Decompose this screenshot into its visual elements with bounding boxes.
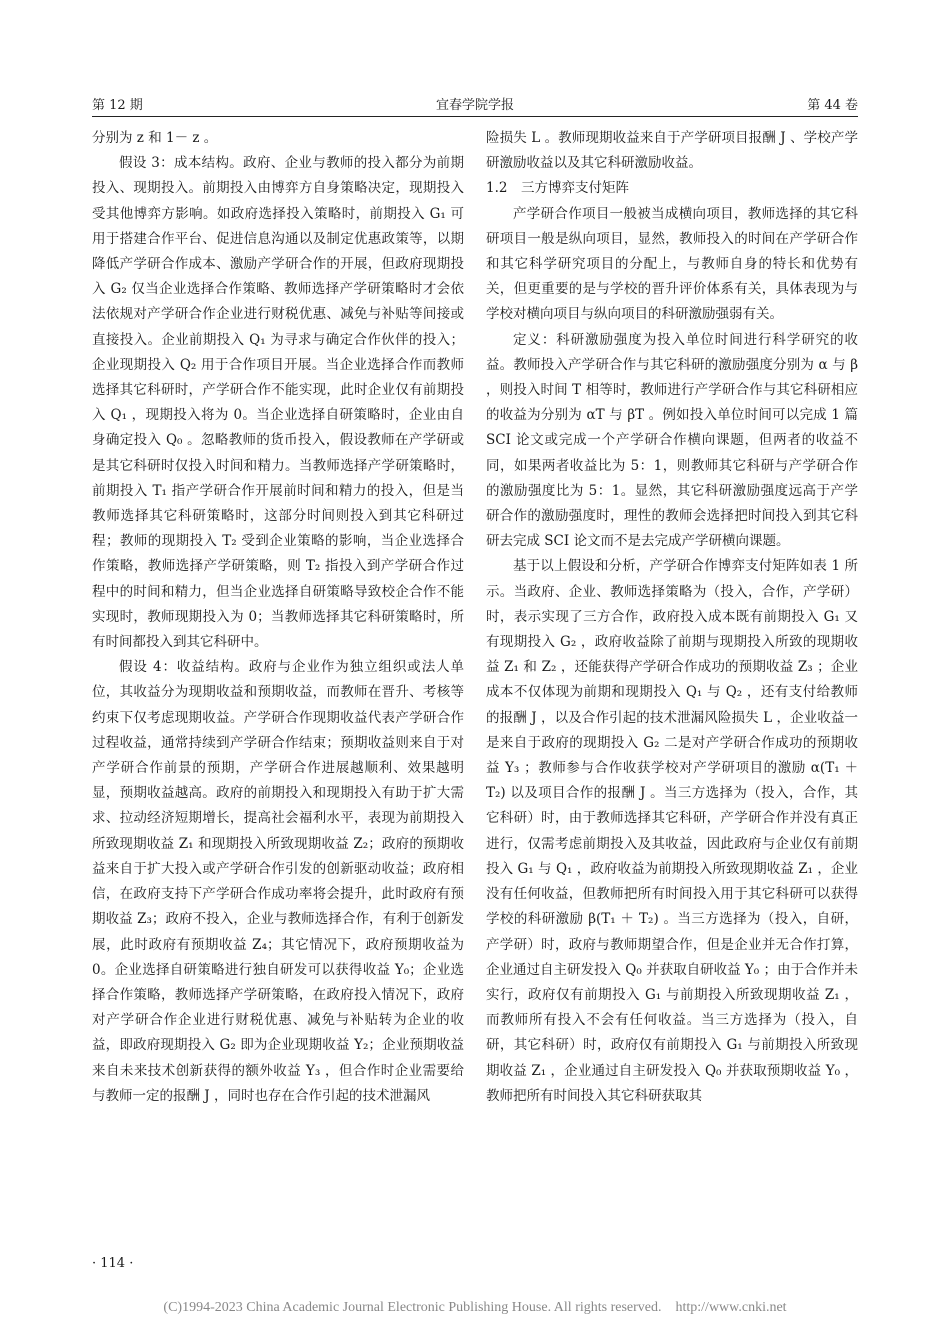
left-column — [92, 126, 464, 1109]
paragraph: 假设 3：成本结构。政府、企业与教师的投入都分为前期投入、现期投入。前期投入由博弈方自身策略决定，现期投入受其他博弈方影响。如政府选择投入策略时，前期投入 G₁ 可用于搭建合作平台、促进信息沟通以及制定优惠政策等，以期降低产学研合作成本、激励产学研合作的开展，但政府现期投入 G₂ 仅当企业选择合作策略、教师选择产学研策略时才会依法依规对产学研合作企业进行财税优惠、减免与补贴等间接或直接投入。企业前期投入 Q₁ 为寻求与确定合作伙伴的投入；企业现期投入 Q₂ 用于合作项目开展。当企业选择合作而教师选择其它科研时，产学研合作不能实现，此时企业仅有前期投入 Q₁ ，现期投入将为 0。当企业选择自研策略时，企业由自身确定投入 Q₀ 。忽略教师的货币投入，假设教师在产学研或是其它科研时仅投入时间和精力。当教师选择产学研策略时，前期投入 T₁ 指产学研合作开展前时间和精力的投入，但是当教师选择其它科研策略时，这部分时间则投入到其它科研过程；教师的现期投入 T₂ 受到企业策略的影响，当企业选择合作策略，教师选择产学研策略，则 T₂ 指投入到产学研合作过程中的时间和精力，但当企业选择自研策略导致校企合作不能实现时，教师现期投入为 0；当教师选择其它科研策略时，所有时间都投入到其它科研中。 — [92, 155, 464, 651]
running-header — [92, 94, 858, 117]
paragraph: 基于以上假设和分析，产学研合作博弈支付矩阵如表 1 所示。当政府、企业、教师选择策略为（投入，合作，产学研）时，表示实现了三方合作，政府投入成本既有前期投入 G₁ 又有现期投入 G₂ ，政府收益除了前期与现期投入所致的现期收益 Z₁ 和 Z₂ ，还能获得产学研合作成功的预期收益 Z₃ ；企业成本不仅体现为前期和现期投入 Q₁ 与 Q₂ ，还有支付给教师的报酬 J ，以及合作引起的技术泄漏风险损失 L ，企业收益一是来自于政府的现期投入 G₂ 二是对产学研合作成功的预期收益 Y₃ ；教师参与合作收获学校对产学研项目的激励 α(T₁ ＋ T₂) 以及项目合作的报酬 J 。当三方选择为（投入，合作，其它科研）时，由于教师选择其它科研，产学研合作并没有真正进行，仅需考虑前期投入及其收益，因此政府与企业仅有前期投入 G₁ 与 Q₁ ，政府收益为前期投入所致现期收益 Z₁ ，企业没有任何收益，但教师把所有时间投入用于其它科研可以获得学校的科研激励 β(T₁ ＋ T₂) 。当三方选择为（投入，自研，产学研）时，政府与教师期望合作，但是企业并无合作打算，企业通过自主研发投入 Q₀ 并获取自研收益 Y₀ ；由于合作并未实行，政府仅有前期投入 G₁ 与前期投入所致现期收益 Z₁ ，而教师所有投入不会有任何收益。当三方选择为（投入，自研，其它科研）时，政府仅有前期投入 G₁ 与前期投入所致现期收益 Z₁ ，企业通过自主研发投入 Q₀ 并获取预期收益 Y₀ ，教师把所有时间投入其它科研获取其 — [486, 558, 858, 1104]
journal-title: 宜春学院学报 — [435, 98, 514, 113]
copyright-footer: (C)1994-2023 China Academic Journal Electronic Publishing House. All rights reserved. http://www.cnki.net — [163, 1300, 787, 1315]
paragraph: 分别为 z 和 1－ z 。 — [92, 130, 218, 146]
section-heading: 1.2 三方博弈支付矩阵 — [486, 180, 629, 197]
volume-number: 第 44 卷 — [807, 98, 858, 113]
paragraph: 产学研合作项目一般被当成横向项目，教师选择的其它科研项目一般是纵向项目，显然，教师投入的时间在产学研合作和其它科学研究项目的分配上，与教师自身的特长和优势有关，但更重要的是与学校的晋升评价体系有关，具体表现为与学校对横向项目与纵向项目的科研激励强弱有关。 — [486, 205, 858, 323]
issue-number: 第 12 期 — [92, 98, 143, 113]
page-number: · 114 · — [92, 1256, 134, 1271]
paragraph: 定义：科研激励强度为投入单位时间进行科学研究的收益。教师投入产学研合作与其它科研的激励强度分别为 α 与 β ，则投入时间 T 相等时，教师进行产学研合作与其它科研相应的收益为分别为 αT 与 βT 。例如投入单位时间可以完成 1 篇 SCI 论文或完成一个产学研合作横向课题，但两者的收益不同，如果两者收益比为 5：1，则教师其它科研与产学研合作的激励强度比为 5：1。显然，其它科研激励强度远高于产学研合作的激励强度时，理性的教师会选择把时间投入到其它科研去完成 SCI 论文而不是去完成产学研横向课题。 — [486, 331, 858, 550]
right-column — [486, 126, 858, 1109]
paragraph: 险损失 L 。教师现期收益来自于产学研项目报酬 J 、学校产学研激励收益以及其它科研激励收益。 — [486, 130, 858, 172]
paragraph: 假设 4：收益结构。政府与企业作为独立组织或法人单位，其收益分为现期收益和预期收益，而教师在晋升、考核等约束下仅考虑现期收益。产学研合作现期收益代表产学研合作过程收益，通常持续到产学研合作结束；预期收益则来自于对产学研合作前景的预期，产学研合作进展越顺利、效果越明显，预期收益越高。政府的前期投入和现期投入有助于扩大需求、拉动经济短期增长，提高社会福利水平，表现为前期投入所致现期收益 Z₁ 和现期投入所致现期收益 Z₂；政府的预期收益来自于扩大投入或产学研合作引发的创新驱动收益；政府相信，在政府支持下产学研合作成功率将会提升，此时政府有预期收益 Z₃；政府不投入，企业与教师选择合作，有利于创新发展，此时政府有预期收益 Z₄；其它情况下，政府预期收益为 0。企业选择自研策略进行独自研发可以获得收益 Y₀；企业选择合作策略，教师选择产学研策略，在政府投入情况下，政府对产学研合作企业进行财税优惠、减免与补贴转为企业的收益，即政府现期投入 G₂ 即为企业现期收益 Y₂；企业预期收益来自未来技术创新获得的额外收益 Y₃ ，但合作时企业需要给与教师一定的报酬 J ，同时也存在合作引起的技术泄漏风 — [92, 659, 464, 1104]
